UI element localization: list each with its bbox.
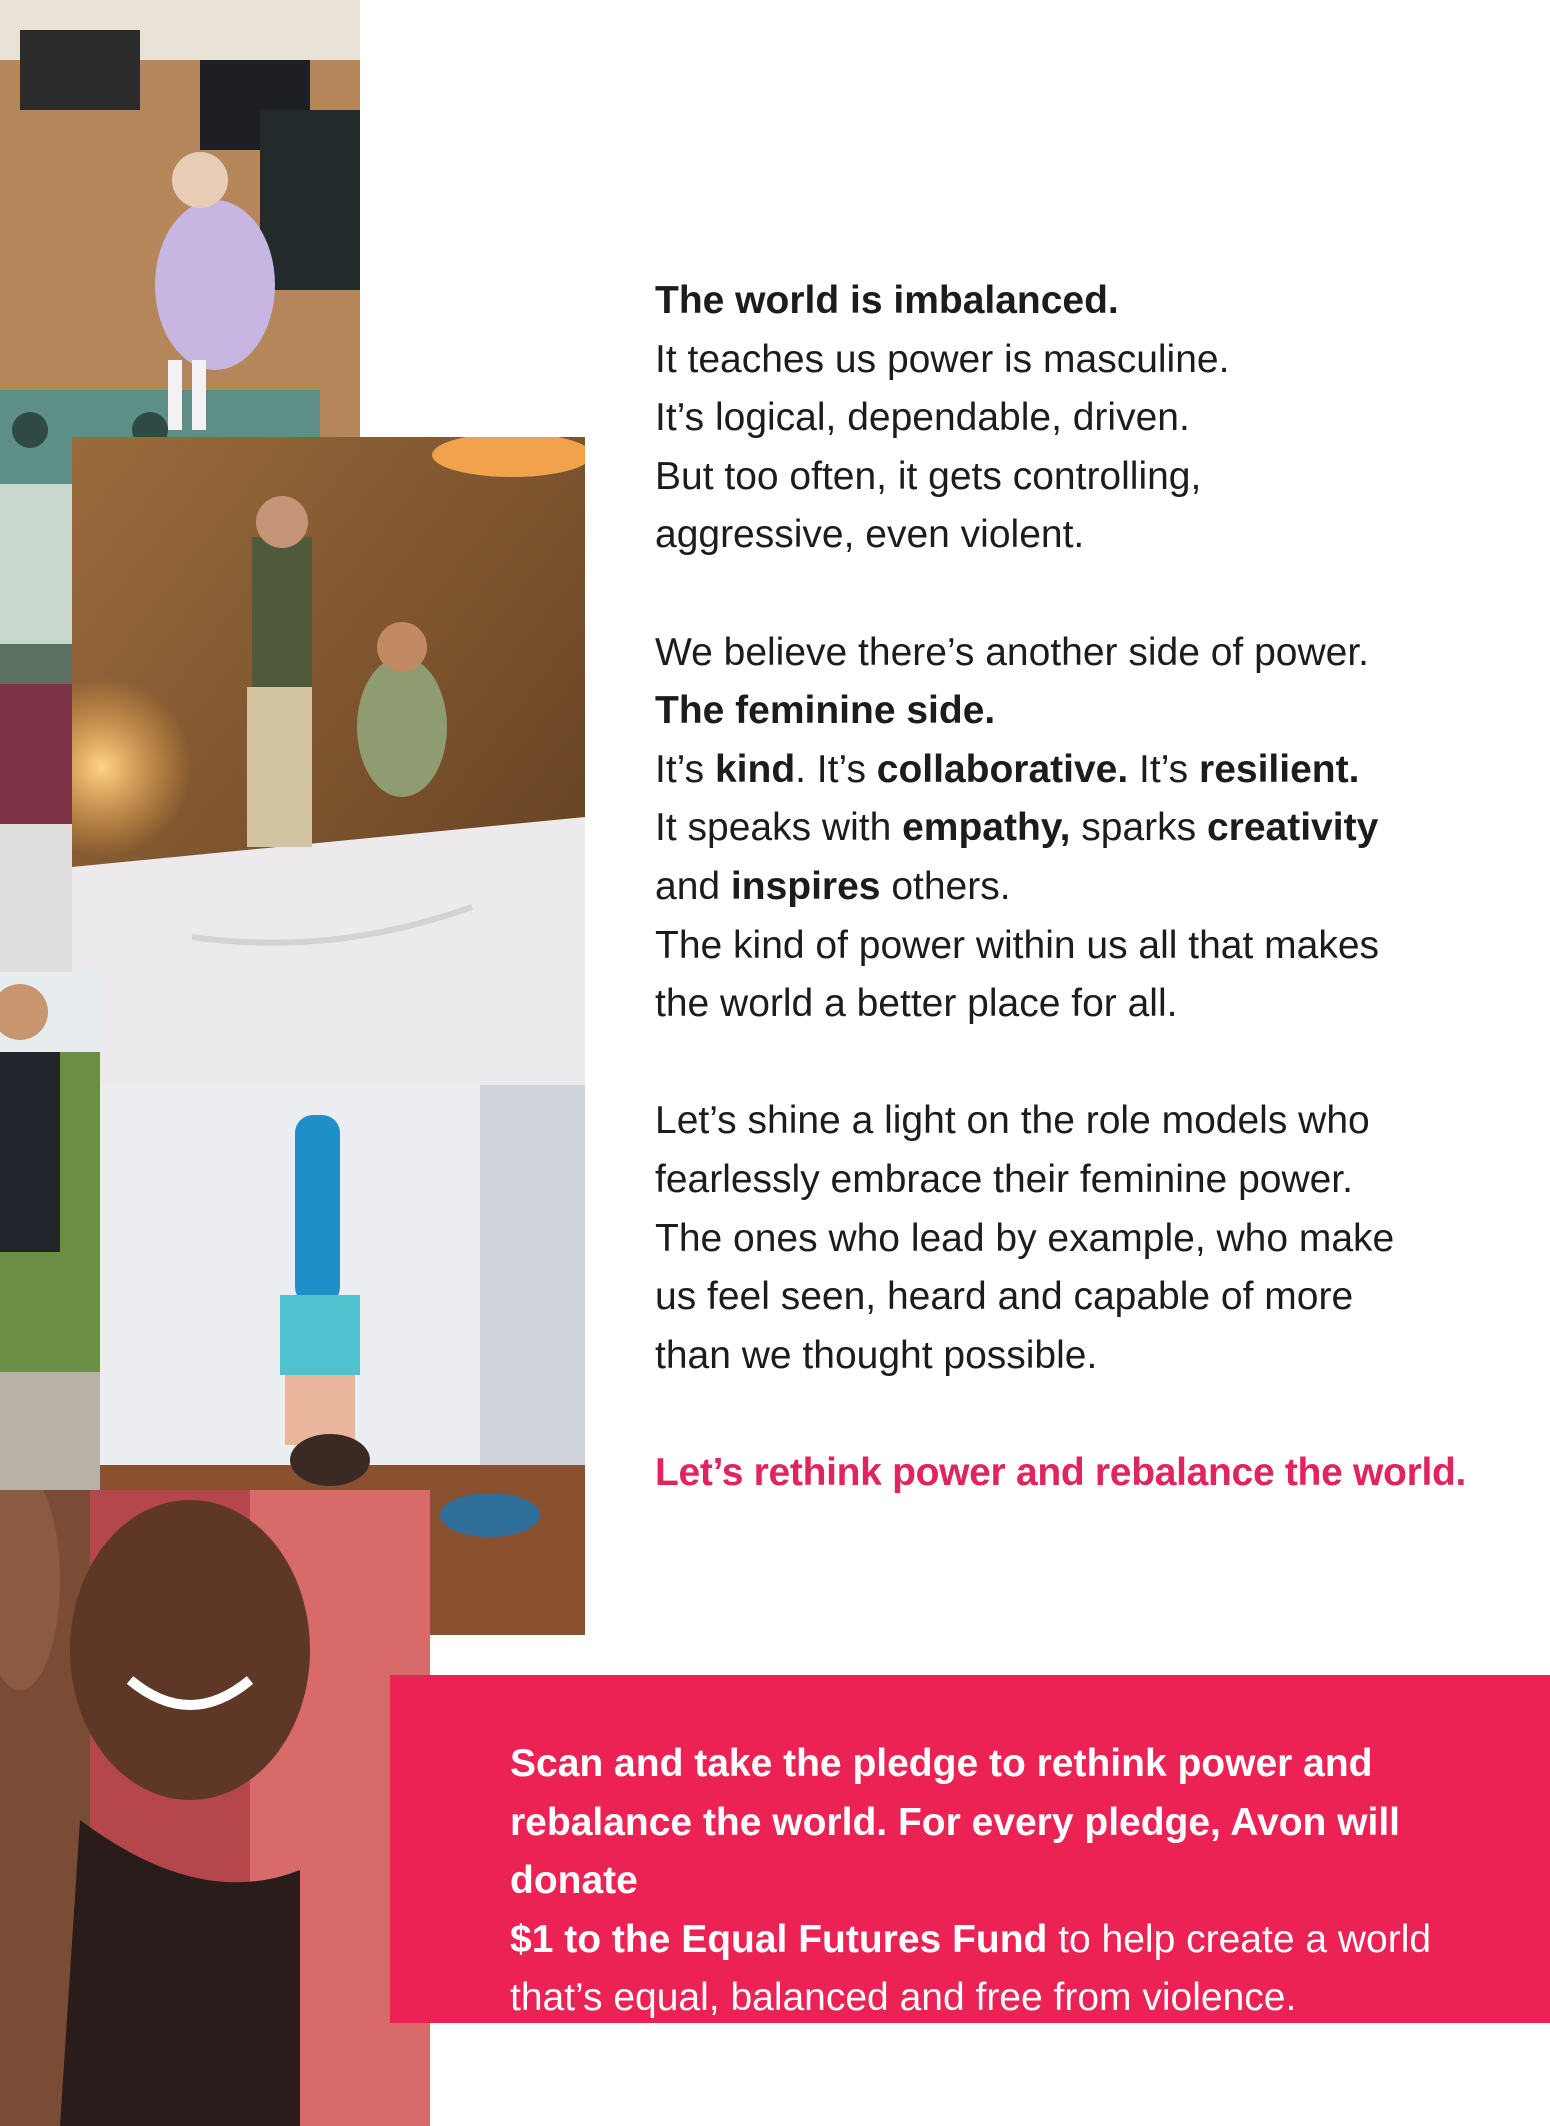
text-span: It’s bbox=[655, 747, 715, 791]
drums-photo bbox=[0, 484, 76, 974]
pledge-bold-line: rebalance the world. For every pledge, Avon will donate bbox=[510, 1800, 1401, 1903]
intro-line: It’s logical, dependable, driven. bbox=[655, 396, 1190, 440]
resilient-word: resilient. bbox=[1199, 747, 1360, 791]
feminine-paragraph bbox=[655, 624, 1505, 1034]
text-span: sparks bbox=[1070, 806, 1207, 850]
role-models-line: The ones who lead by example, who make bbox=[655, 1216, 1395, 1260]
feminine-qualities-line bbox=[655, 741, 1505, 800]
role-models-paragraph bbox=[655, 1092, 1505, 1385]
father-daughter-bed-photo bbox=[72, 437, 585, 1085]
text-span: It’s bbox=[1128, 747, 1200, 791]
rebalance-callout: Let’s rethink power and rebalance the world. bbox=[655, 1450, 1467, 1494]
pledge-line: to help create a world bbox=[1047, 1917, 1432, 1961]
kind-word: kind bbox=[714, 747, 796, 791]
text-span: and bbox=[655, 864, 731, 908]
role-models-line: fearlessly embrace their feminine power. bbox=[655, 1157, 1353, 1201]
collaborative-word: collaborative. bbox=[876, 747, 1129, 791]
text-span: . It’s bbox=[795, 747, 877, 791]
intro-paragraph bbox=[655, 272, 1505, 565]
main-copy bbox=[655, 272, 1505, 1502]
role-models-line: us feel seen, heard and capable of more bbox=[655, 1275, 1354, 1319]
ballet-girl-photo bbox=[0, 0, 360, 484]
text-span: others. bbox=[880, 864, 1011, 908]
intro-heading: The world is imbalanced. bbox=[655, 279, 1119, 322]
role-models-line: than we thought possible. bbox=[655, 1333, 1098, 1377]
pledge-text bbox=[510, 1735, 1510, 2028]
empathy-word: empathy, bbox=[902, 806, 1071, 850]
smiling-woman-photo bbox=[0, 1490, 430, 2126]
feminine-line: the world a better place for all. bbox=[655, 982, 1178, 1026]
feminine-inspires-line bbox=[655, 858, 1505, 917]
feminine-line: We believe there’s another side of power. bbox=[655, 630, 1369, 674]
intro-line: But too often, it gets controlling, bbox=[655, 454, 1202, 498]
pledge-bold-line: Scan and take the pledge to rethink power and bbox=[510, 1742, 1373, 1785]
creativity-word: creativity bbox=[1206, 806, 1379, 850]
feminine-line: The kind of power within us all that makes bbox=[655, 923, 1380, 967]
hugging-kids-photo bbox=[0, 972, 100, 1492]
inspires-word: inspires bbox=[730, 864, 881, 908]
feminine-heading: The feminine side. bbox=[655, 689, 996, 733]
pledge-box bbox=[390, 1675, 1550, 2023]
role-models-line: Let’s shine a light on the role models who bbox=[655, 1099, 1370, 1143]
pledge-line: that’s equal, balanced and free from violence. bbox=[510, 1976, 1297, 2020]
equal-futures-fund: $1 to the Equal Futures Fund bbox=[510, 1917, 1048, 1961]
text-span: It speaks with bbox=[655, 806, 903, 850]
intro-line: It teaches us power is masculine. bbox=[655, 337, 1230, 381]
feminine-empathy-line bbox=[655, 799, 1505, 858]
intro-line: aggressive, even violent. bbox=[655, 513, 1085, 557]
